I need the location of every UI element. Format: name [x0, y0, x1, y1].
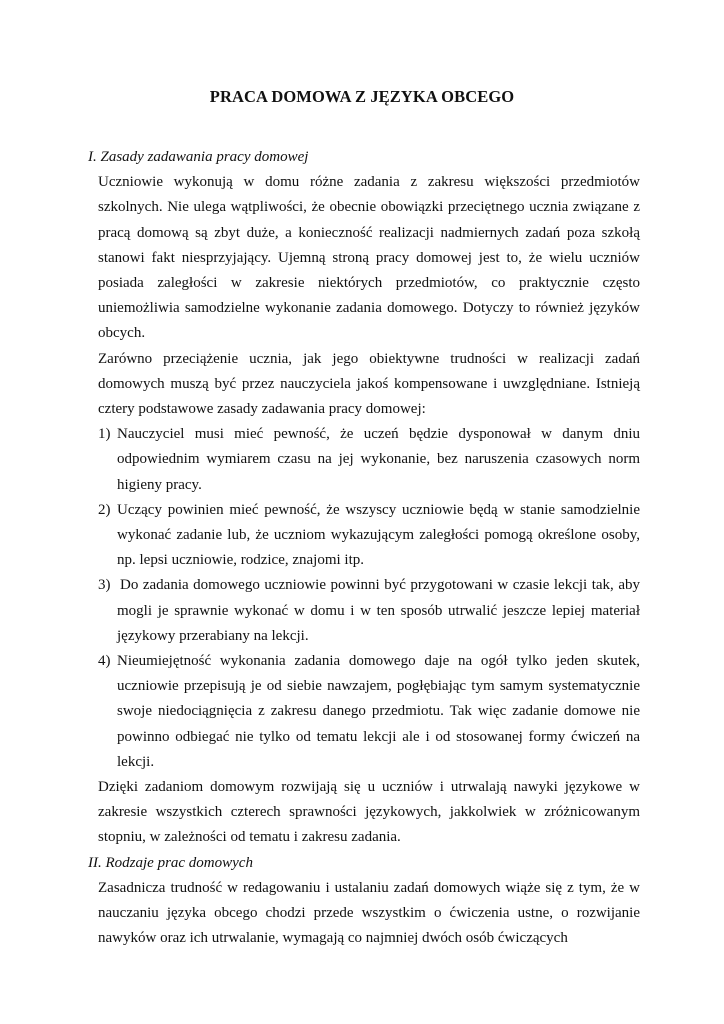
list-item-text: Do zadania domowego uczniowie powinni być przygotowani w czasie lekcji tak, aby mogli je sprawnie wykonać w domu i w ten sposób utrwalić jeszcze lepiej materiał językowy przerabiany na lekcji. — [117, 577, 640, 644]
paragraph: Uczniowie wykonują w domu różne zadania z zakresu większości przedmiotów szkolnych. Nie ulega wątpliwości, że obecnie obowiązki przeciętnego ucznia związane z pracą domową są zbyt duże, a konieczność realizacji nadmiernych zadań poza szkołą stanowi fakt niesprzyjający. Ujemną stroną pracy domowej jest to, że wielu uczniów posiada zaległości w zakresie niektórych przedmiotów, co praktycznie często uniemożliwia samodzielne wykonanie zadania domowego. Dotyczy to również języków obcych. — [98, 174, 640, 342]
paragraph: Dzięki zadaniom domowym rozwijają się u uczniów i utrwalają nawyki językowe w zakresie wszystkich czterech sprawności językowych, jakkolwiek w zróżnicowanym stopniu, w zależności od tematu i zakresu zadania. — [98, 779, 640, 846]
section-heading-principles: I. Zasady zadawania pracy domowej — [88, 149, 309, 165]
document-title: PRACA DOMOWA Z JĘZYKA OBCEGO — [209, 87, 515, 106]
list-item — [88, 573, 640, 649]
paragraph: Zasadnicza trudność w redagowaniu i ustalaniu zadań domowych wiąże się z tym, że w nauczaniu języka obcego chodzi przede wszystkim o ćwiczenia ustne, o rozwijanie nawyków oraz ich utrwalanie, wymagają co najmniej dwóch osób ćwiczących — [98, 879, 640, 947]
list-item-number: 3) — [98, 577, 111, 594]
list-item-text: Nauczyciel musi mieć pewność, że uczeń będzie dysponował w danym dniu odpowiednim wymiarem czasu na jej wykonanie, bez naruszenia czasowych norm higieny pracy. — [117, 426, 640, 493]
list-item-text: Uczący powinien mieć pewność, że wszyscy uczniowie będą w stanie samodzielnie wykonać zadanie lub, że uczniom wykazującym zaległości pomogą określone osoby, np. lepsi uczniowie, rodzice, znajomi itp. — [117, 501, 640, 569]
list-item — [88, 498, 640, 574]
document-body — [88, 145, 640, 952]
list-item — [88, 649, 640, 775]
list-item-number: 2) — [98, 501, 111, 518]
list-item-number: 1) — [98, 426, 111, 443]
paragraph: Zarówno przeciążenie ucznia, jak jego obiektywne trudności w realizacji zadań domowych muszą być przez nauczyciela jakoś kompensowane i uwzględniane. Istnieją cztery podstawowe zasady zadawania pracy domowej: — [98, 350, 640, 418]
section-heading-types: II. Rodzaje prac domowych — [88, 854, 253, 871]
list-item — [88, 422, 640, 498]
principles-list — [88, 422, 640, 775]
list-item-number: 4) — [98, 653, 111, 670]
list-item-text: Nieumiejętność wykonania zadania domowego daje na ogół tylko jeden skutek, uczniowie przepisują je od siebie nawzajem, pogłębiając tym samym systematycznie swoje niedociągnięcia z zakresu danego przedmiotu. Tak więc zadanie domowe nie powinno odbiegać nie tylko od tematu lekcji ale i od stosowanej formy ćwiczeń na lekcji. — [117, 653, 640, 770]
